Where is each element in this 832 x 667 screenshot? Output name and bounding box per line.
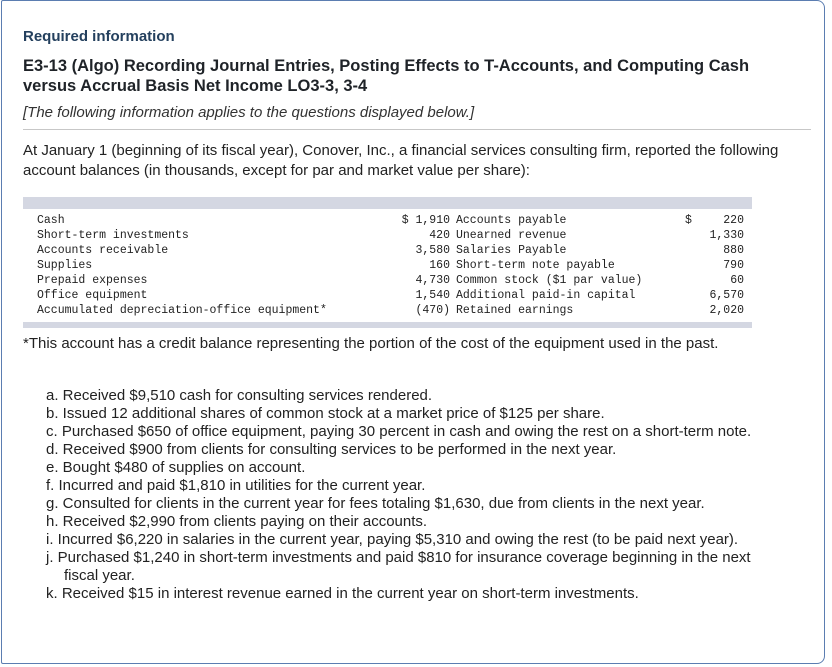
account-name: Accounts receivable: [37, 244, 169, 257]
right-account-names: [456, 213, 686, 318]
account-amount: 60: [730, 274, 744, 287]
divider: [23, 129, 811, 130]
transaction-item: f. Incurred and paid $1,810 in utilities for the current year.: [46, 477, 426, 494]
transaction-item: g. Consulted for clients in the current year for fees totaling $1,630, due from clients in the next year.: [46, 495, 705, 512]
required-info-heading: Required information: [23, 28, 175, 45]
account-name: Accounts payable: [456, 214, 567, 227]
account-name: Common stock ($1 par value): [456, 274, 643, 287]
transaction-list: [46, 387, 786, 603]
account-name: Cash: [37, 214, 65, 227]
currency-symbol: $: [685, 214, 692, 227]
account-amount: 160: [429, 259, 450, 272]
transaction-item: k. Received $15 in interest revenue earned in the current year on short-term investments.: [46, 585, 639, 602]
left-account-names: [37, 213, 377, 318]
transaction-item: j. Purchased $1,240 in short-term investments and paid $810 for insurance coverage beginning in the next fiscal year.: [46, 549, 751, 584]
balance-table-header-bar: [23, 197, 752, 209]
account-amount: (470): [415, 304, 450, 317]
question-card: [1, 0, 825, 664]
transaction-item: h. Received $2,990 from clients paying on their accounts.: [46, 513, 428, 530]
account-amount: $ 1,910: [401, 214, 450, 227]
account-amount: 6,570: [709, 289, 744, 302]
account-name: Office equipment: [37, 289, 148, 302]
account-name: Supplies: [37, 259, 93, 272]
account-name: Retained earnings: [456, 304, 574, 317]
intro-note: [The following information applies to the questions displayed below.]: [23, 104, 475, 121]
exercise-title: E3-13 (Algo) Recording Journal Entries, Posting Effects to T-Accounts, and Computing Cash versus Accrual Basis Net Income LO3-3, 3-4: [23, 57, 750, 95]
transaction-item: a. Received $9,510 cash for consulting services rendered.: [46, 387, 433, 404]
account-amount: 1,540: [415, 289, 450, 302]
account-name: Additional paid-in capital: [456, 289, 636, 302]
account-name: Short-term note payable: [456, 259, 615, 272]
footnote: *This account has a credit balance representing the portion of the cost of the equipment used in the past.: [23, 335, 719, 352]
left-account-amounts: [384, 213, 450, 318]
transaction-item: d. Received $900 from clients for consulting services to be performed in the next year.: [46, 441, 617, 458]
transaction-item: e. Bought $480 of supplies on account.: [46, 459, 306, 476]
account-name: Short-term investments: [37, 229, 189, 242]
account-name: Unearned revenue: [456, 229, 567, 242]
transaction-item: i. Incurred $6,220 in salaries in the current year, paying $5,310 and owing the rest (to be paid next year).: [46, 531, 739, 548]
description-paragraph: At January 1 (beginning of its fiscal year), Conover, Inc., a financial services consulting firm, reported the following account balances (in thousands, except for par and market value per share):: [23, 142, 779, 179]
account-amount: 790: [723, 259, 744, 272]
account-name: Prepaid expenses: [37, 274, 148, 287]
account-amount: 420: [429, 229, 450, 242]
account-amount: 1,330: [709, 229, 744, 242]
account-amount: 3,580: [415, 244, 450, 257]
right-account-amounts: [692, 213, 744, 318]
account-amount: 880: [723, 244, 744, 257]
account-name: Salaries Payable: [456, 244, 567, 257]
transaction-item: c. Purchased $650 of office equipment, paying 30 percent in cash and owing the rest on a short-term note.: [46, 423, 752, 440]
transaction-item: b. Issued 12 additional shares of common stock at a market price of $125 per share.: [46, 405, 605, 422]
balance-table-footer-bar: [23, 322, 752, 328]
account-amount: 220: [723, 214, 744, 227]
account-amount: 2,020: [709, 304, 744, 317]
account-amount: 4,730: [415, 274, 450, 287]
account-name: Accumulated depreciation-office equipment*: [37, 304, 327, 317]
